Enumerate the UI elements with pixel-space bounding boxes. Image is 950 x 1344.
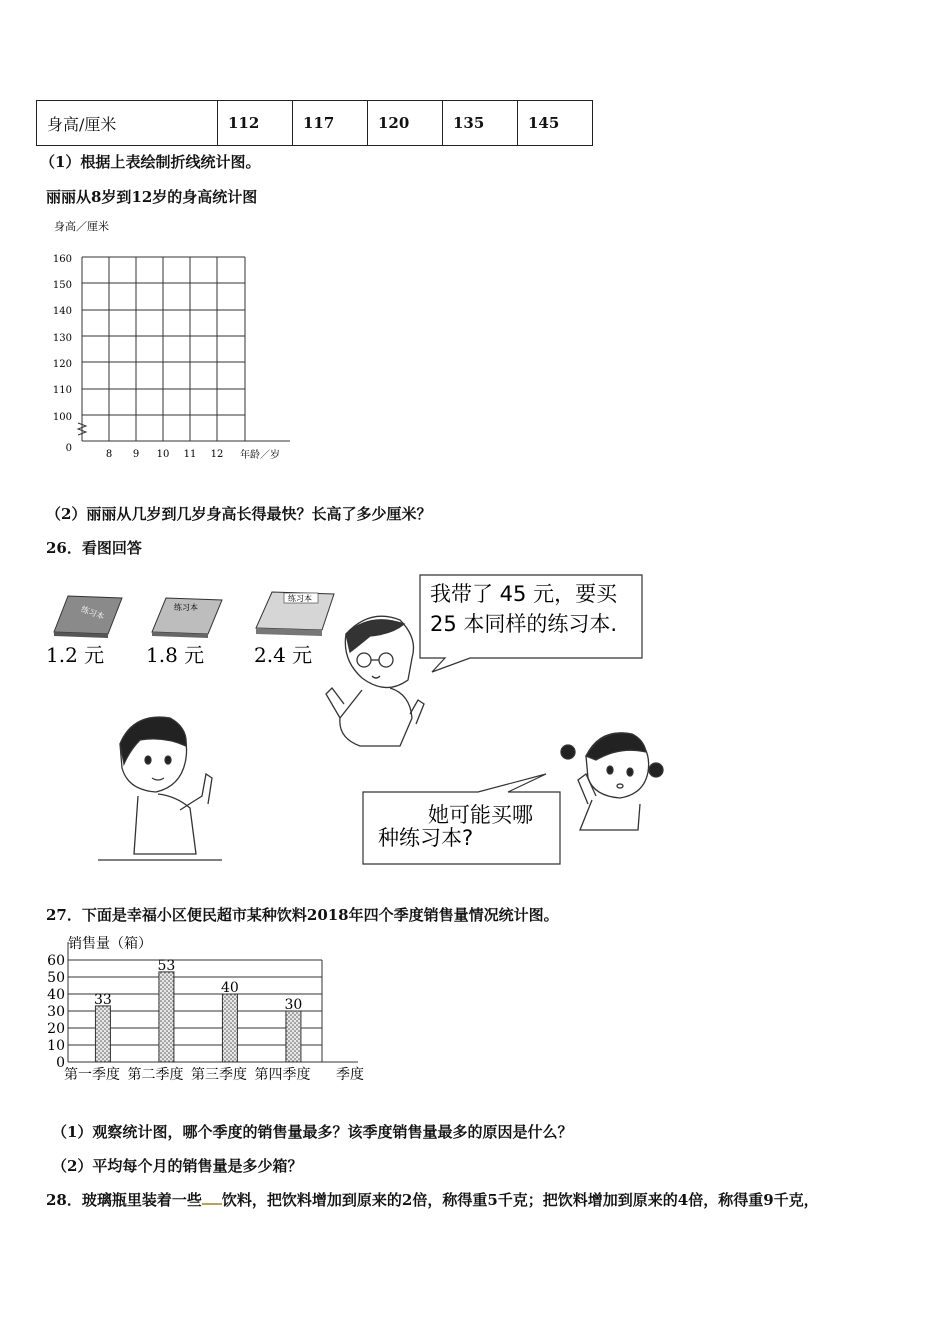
q25-part2: （2）丽丽从几岁到几岁身高长得最快？长高了多少厘米？ bbox=[46, 505, 432, 523]
q26-illustration bbox=[40, 568, 680, 873]
x-tick-label: 第一季度 bbox=[64, 1067, 120, 1083]
x-tick-label: 9 bbox=[132, 449, 140, 460]
sales-chart-xlabel: 季度 bbox=[336, 1067, 364, 1083]
y-tick-label: 10 bbox=[47, 1038, 65, 1054]
svg-text:练习本: 练习本 bbox=[174, 603, 198, 612]
y-tick-label: 150 bbox=[52, 280, 72, 291]
table-cell: 112 bbox=[218, 101, 293, 146]
height-chart-x-ticks bbox=[106, 449, 224, 460]
y-tick-label: 160 bbox=[52, 254, 72, 265]
svg-text:练习本: 练习本 bbox=[288, 594, 312, 603]
height-table bbox=[36, 100, 593, 146]
sales-chart-x-ticks bbox=[64, 1066, 311, 1083]
q28-text-b: 饮料，把饮料增加到原来的2倍，称得重5千克；把饮料增加到原来的4倍，称得重9千克， bbox=[221, 1191, 819, 1209]
height-chart-y-ticks bbox=[53, 254, 72, 454]
book-price: 2.4 元 bbox=[254, 643, 313, 667]
sales-chart-y-ticks bbox=[47, 953, 65, 1071]
y-tick-label: 20 bbox=[47, 1021, 65, 1037]
speech-bubble-text: 25 本同样的练习本. bbox=[430, 612, 618, 636]
height-chart-xlabel: 年龄／岁 bbox=[240, 450, 280, 461]
q25-part1: （1）根据上表绘制折线统计图。 bbox=[40, 153, 261, 171]
height-chart-title: 丽丽从8岁到12岁的身高统计图 bbox=[46, 188, 258, 206]
y-tick-label: 130 bbox=[52, 333, 72, 344]
svg-text:练习本: 练习本 bbox=[79, 604, 106, 622]
y-tick-label: 60 bbox=[47, 953, 65, 969]
girl-figure bbox=[561, 733, 663, 830]
answer-blank bbox=[202, 1203, 222, 1205]
table-row bbox=[37, 101, 593, 146]
y-tick-label: 120 bbox=[52, 359, 72, 370]
book-price: 1.2 元 bbox=[46, 643, 105, 667]
bar bbox=[159, 972, 174, 1062]
y-tick-label: 110 bbox=[52, 385, 72, 396]
q28-text-a: 28．玻璃瓶里装着一些 bbox=[46, 1191, 202, 1209]
bar-value-label: 40 bbox=[221, 980, 239, 996]
table-cell: 117 bbox=[293, 101, 368, 146]
x-tick-label: 8 bbox=[105, 449, 113, 460]
bar bbox=[222, 994, 237, 1062]
bar bbox=[95, 1006, 110, 1062]
height-chart-grid bbox=[78, 257, 290, 441]
y-tick-label: 50 bbox=[47, 970, 65, 986]
q27-heading: 27．下面是幸福小区便民超市某种饮料2018年四个季度销售量情况统计图。 bbox=[46, 906, 559, 924]
notebook-icon bbox=[256, 592, 334, 636]
origin-label: 0 bbox=[65, 443, 72, 454]
table-cell: 145 bbox=[518, 101, 593, 146]
x-tick-label: 11 bbox=[183, 449, 197, 460]
x-tick-label: 第四季度 bbox=[254, 1067, 311, 1083]
speech-bubble-text: 她可能买哪 bbox=[428, 803, 533, 827]
sales-chart-bars bbox=[94, 958, 302, 1062]
table-header-cell: 身高/厘米 bbox=[37, 101, 218, 146]
height-chart-ylabel: 身高／厘米 bbox=[54, 220, 109, 233]
x-tick-label: 10 bbox=[156, 449, 170, 460]
q28-text bbox=[46, 1189, 819, 1210]
y-tick-label: 40 bbox=[47, 987, 65, 1003]
speech-bubble-text: 种练习本? bbox=[378, 826, 474, 850]
bar-value-label: 53 bbox=[157, 957, 176, 974]
x-tick-label: 12 bbox=[210, 449, 224, 460]
y-tick-label: 0 bbox=[56, 1055, 65, 1071]
girl-figure bbox=[98, 717, 222, 860]
table-cell: 120 bbox=[368, 101, 443, 146]
notebook-icon bbox=[54, 596, 122, 638]
bar-value-label: 30 bbox=[284, 997, 303, 1013]
teacher-figure bbox=[326, 616, 424, 746]
bar bbox=[286, 1011, 301, 1062]
book-price: 1.8 元 bbox=[146, 643, 205, 667]
q27-part1: （1）观察统计图，哪个季度的销售量最多？该季度销售量最多的原因是什么？ bbox=[52, 1123, 573, 1141]
table-cell: 135 bbox=[443, 101, 518, 146]
q27-part2: （2）平均每个月的销售量是多少箱？ bbox=[52, 1157, 303, 1175]
q26-heading: 26．看图回答 bbox=[46, 539, 142, 557]
notebook-icon bbox=[152, 598, 222, 638]
sales-chart-ylabel: 销售量（箱） bbox=[68, 936, 152, 952]
sales-bar-chart bbox=[40, 928, 380, 1090]
y-tick-label: 30 bbox=[47, 1004, 65, 1020]
height-chart bbox=[40, 215, 300, 465]
bar-value-label: 33 bbox=[94, 991, 112, 1008]
y-tick-label: 100 bbox=[52, 412, 72, 423]
speech-bubble-text: 我带了 45 元，要买 bbox=[430, 582, 618, 606]
x-tick-label: 第三季度 bbox=[191, 1067, 247, 1083]
x-tick-label: 第二季度 bbox=[127, 1067, 184, 1083]
y-tick-label: 140 bbox=[52, 306, 72, 317]
